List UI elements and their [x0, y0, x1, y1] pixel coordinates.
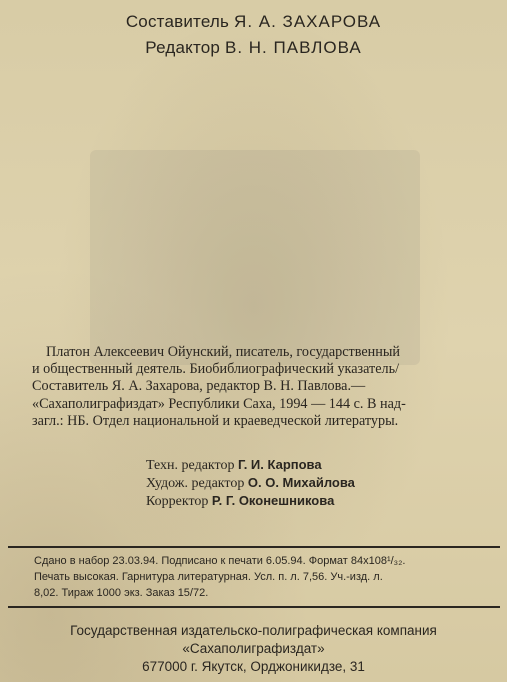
staff-name: Р. Г. Оконешникова: [211, 493, 335, 508]
staff-credits: [146, 456, 355, 510]
imprint-line: Сдано в набор 23.03.94. Подписано к печати 6.05.94. Формат 84х108¹/₃₂.: [34, 555, 406, 567]
imprint-line: Печать высокая. Гарнитура литературная. Усл. п. л. 7,56. Уч.-изд. л.: [34, 571, 383, 583]
publisher-line: «Сахаполиграфиздат»: [182, 641, 325, 656]
editor-credit: [0, 38, 507, 58]
editor-name: В. Н. ПАВЛОВА: [225, 38, 362, 57]
staff-row: [146, 492, 355, 510]
staff-name: О. О. Михайлова: [247, 475, 355, 490]
publisher-line: 677000 г. Якутск, Орджоникидзе, 31: [142, 659, 365, 674]
staff-role: Корректор: [146, 494, 209, 509]
compiler-name: Я. А. ЗАХАРОВА: [234, 12, 382, 31]
compiler-credit: [0, 12, 507, 32]
annotation-line: и общественный деятель. Биобиблиографический указатель/: [32, 361, 400, 378]
publisher-info: [0, 622, 507, 676]
annotation-line: Платон Алексеевич Ойунский, писатель, государственный: [46, 344, 400, 360]
publisher-line: Государственная издательско-полиграфическая компания: [70, 623, 437, 638]
annotation-line: «Сахаполиграфиздат» Республики Саха, 1994 — 144 с. В над-: [32, 395, 406, 412]
staff-row: [146, 456, 355, 474]
divider-top: [8, 546, 500, 548]
staff-row: [146, 474, 355, 492]
divider-bottom: [8, 606, 500, 608]
print-imprint: [34, 553, 480, 601]
compiler-role: Составитель: [125, 12, 230, 31]
editor-role: Редактор: [145, 38, 221, 57]
annotation-line: загл.: НБ. Отдел национальной и краеведческой литературы.: [32, 412, 399, 429]
bibliographic-annotation: [32, 344, 478, 430]
imprint-line: 8,02. Тираж 1000 экз. Заказ 15/72.: [34, 587, 209, 599]
annotation-line: Составитель Я. А. Захарова, редактор В. Н. Павлова.—: [32, 378, 366, 395]
staff-name: Г. И. Карпова: [237, 457, 322, 472]
staff-role: Худож. редактор: [146, 476, 245, 491]
staff-role: Техн. редактор: [146, 458, 235, 473]
show-through-image: [90, 150, 420, 365]
